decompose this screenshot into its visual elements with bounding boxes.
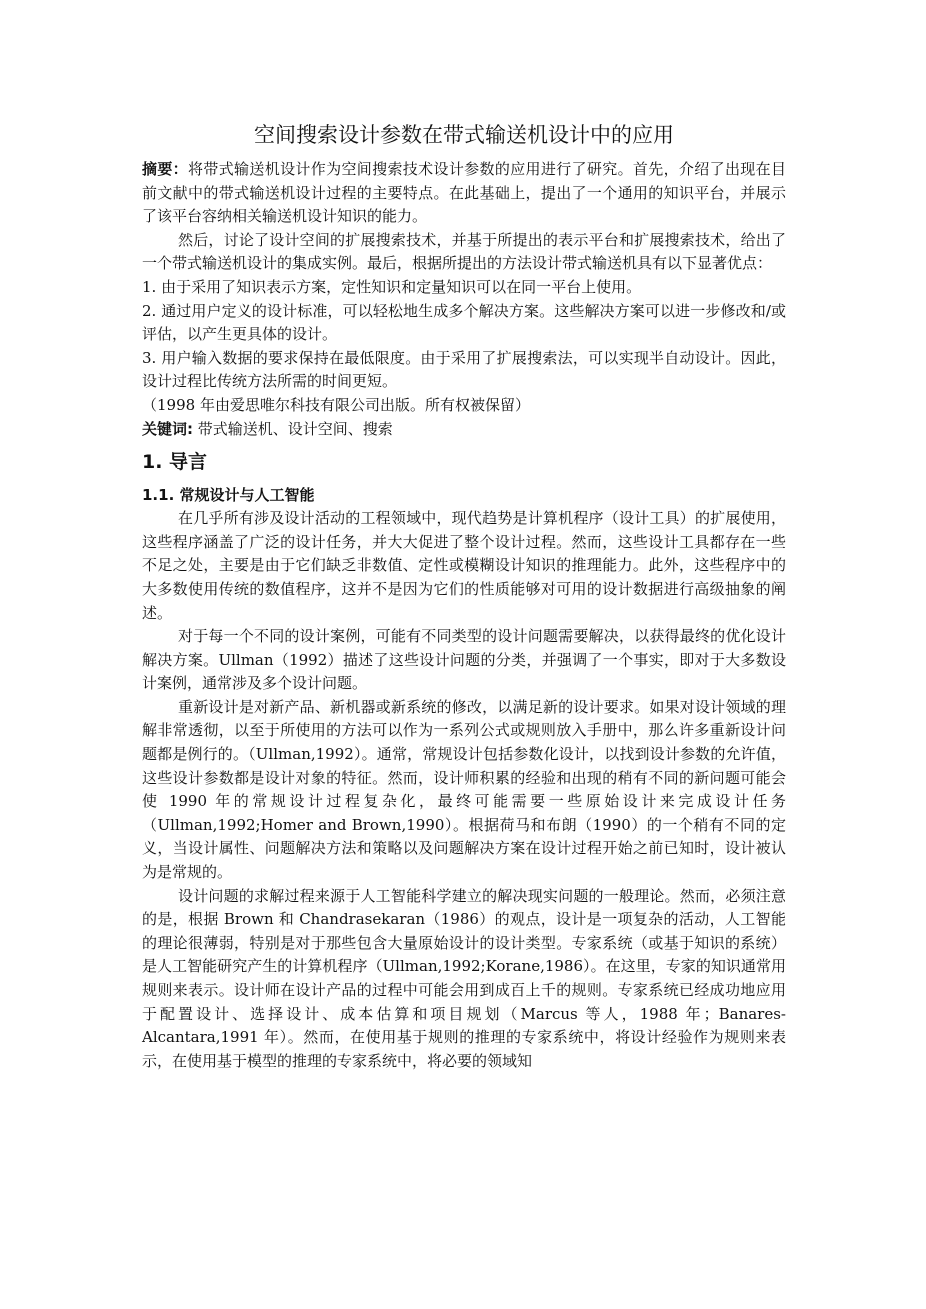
- subsection-heading-1-1: 1.1. 常规设计与人工智能: [142, 486, 315, 505]
- body-paragraph: 重新设计是对新产品、新机器或新系统的修改，以满足新的设计要求。如果对设计领域的理解非常透彻，以至于所使用的方法可以作为一系列公式或规则放入手册中，那么许多重新设计问题都是例行的。（Ullman,1992）。通常，常规设计包括参数化设计，以找到设计参数的允许值，这些设计参数都是设计对象的特征。然而，设计师积累的经验和出现的稍有不同的新问题可能会使 1990 年的常规设计过程复杂化，最终可能需要一些原始设计来完成设计任务（Ullman,1992;Homer and Brown,1990）。根据荷马和布朗（1990）的一个稍有不同的定义，当设计属性、问题解决方法和策略以及问题解决方案在设计过程开始之前已知时，设计被认为是常规的。: [142, 697, 786, 882]
- abstract-item-2: 2. 通过用户定义的设计标准，可以轻松地生成多个解决方案。这些解决方案可以进一步修改和/或评估，以产生更具体的设计。: [142, 301, 786, 344]
- keywords-text: 带式输送机、设计空间、搜索: [193, 419, 393, 438]
- body-paragraph: 设计问题的求解过程来源于人工智能科学建立的解决现实问题的一般理论。然而，必须注意的是，根据 Brown 和 Chandrasekaran（1986）的观点，设计是一项复杂的活动，人工智能的理论很薄弱，特别是对于那些包含大量原始设计的设计类型。专家系统（或基于知识的系统）是人工智能研究产生的计算机程序（Ullman,1992;Korane,1986）。在这里，专家的知识通常用规则来表示。设计师在设计产品的过程中可能会用到成百上千的规则。专家系统已经成功地应用于配置设计、选择设计、成本估算和项目规划（Marcus 等人，1988 年；Banares-Alcantara,1991 年）。然而，在使用基于规则的推理的专家系统中，将设计经验作为规则来表示，在使用基于模型的推理的专家系统中，将必要的领域知: [142, 886, 786, 1070]
- document-title: 空间搜索设计参数在带式输送机设计中的应用: [254, 123, 674, 147]
- body-paragraph: 在几乎所有涉及设计活动的工程领域中，现代趋势是计算机程序（设计工具）的扩展使用，这些程序涵盖了广泛的设计任务，并大大促进了整个设计过程。然而，这些设计工具都存在一些不足之处，主要是由于它们缺乏非数值、定性或模糊设计知识的推理能力。此外，这些程序中的大多数使用传统的数值程序，这并不是因为它们的性质能够对可用的设计数据进行高级抽象的阐述。: [142, 509, 786, 622]
- document-page: [142, 118, 786, 1073]
- abstract-label: 摘要：: [142, 160, 189, 178]
- keywords-line: [142, 418, 786, 442]
- copyright-note: （1998 年由爱思唯尔科技有限公司出版。所有权被保留）: [142, 395, 530, 414]
- abstract-item-1: 1. 由于采用了知识表示方案，定性知识和定量知识可以在同一平台上使用。: [142, 277, 642, 296]
- body-paragraph: 对于每一个不同的设计案例，可能有不同类型的设计问题需要解决，以获得最终的优化设计解决方案。Ullman（1992）描述了这些设计问题的分类，并强调了一个事实，即对于大多数设计案例，通常涉及多个设计问题。: [142, 627, 786, 693]
- abstract-paragraph-2: 然后，讨论了设计空间的扩展搜索技术，并基于所提出的表示平台和扩展搜索技术，给出了一个带式输送机设计的集成实例。最后，根据所提出的方法设计带式输送机具有以下显著优点：: [142, 230, 786, 273]
- abstract-text-1: 将带式输送机设计作为空间搜索技术设计参数的应用进行了研究。首先，介绍了出现在目前文献中的带式输送机设计过程的主要特点。在此基础上，提出了一个通用的知识平台，并展示了该平台容纳相关输送机设计知识的能力。: [142, 160, 786, 226]
- section-heading-introduction: 1. 导言: [142, 451, 208, 474]
- keywords-label: 关键词:: [142, 419, 193, 438]
- abstract-item-3: 3. 用户输入数据的要求保持在最低限度。由于采用了扩展搜索法，可以实现半自动设计。因此，设计过程比传统方法所需的时间更短。: [142, 348, 786, 391]
- abstract-paragraph-1: [142, 158, 786, 229]
